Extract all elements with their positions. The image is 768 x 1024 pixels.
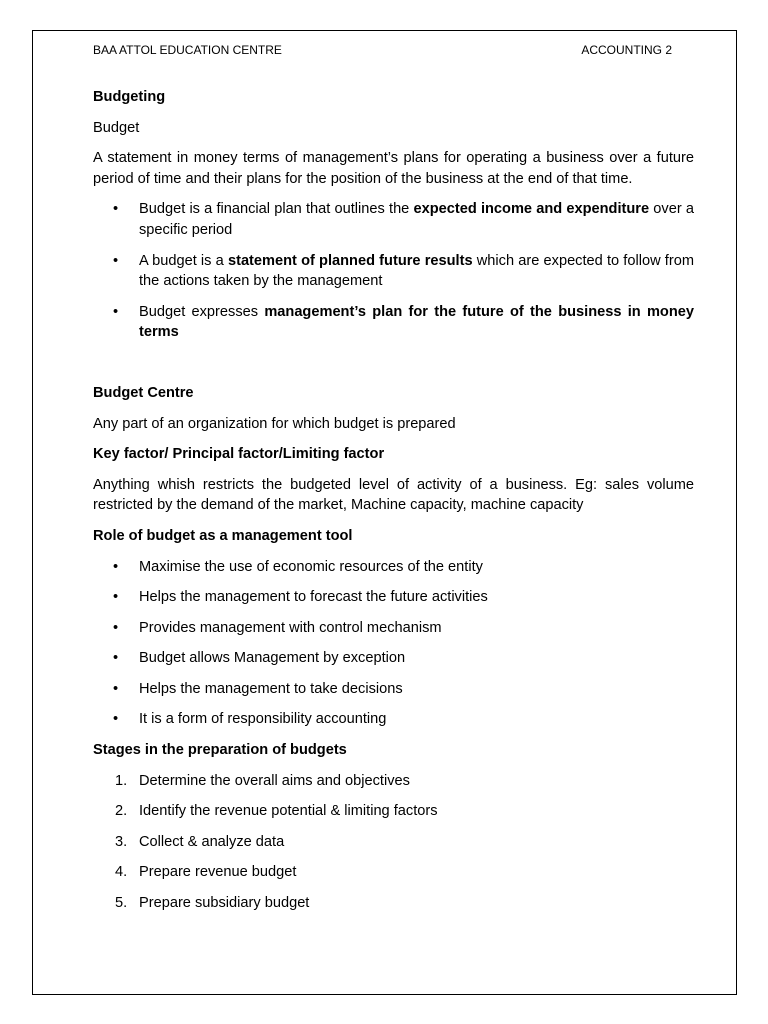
bullet-marker: • — [113, 252, 119, 269]
stages-numbered-list — [93, 771, 694, 914]
bullet-marker: • — [113, 201, 119, 218]
bullet-marker: • — [113, 589, 119, 606]
list-item: • Helps the management to forecast the future activities — [93, 587, 694, 608]
list-item: 3. Collect & analyze data — [93, 832, 694, 853]
list-item: • Provides management with control mechanism — [93, 618, 694, 639]
budget-heading: Budget — [93, 119, 140, 136]
list-item: • A budget is a statement of planned future results which are expected to follow from the actions taken by the management — [113, 252, 694, 290]
bullet-marker: • — [113, 680, 119, 697]
header-course-name: ACCOUNTING 2 — [581, 43, 672, 57]
role-bullet-list — [93, 557, 694, 731]
list-number: 2. — [115, 803, 128, 820]
budget-bullet-list — [93, 199, 694, 343]
key-factor-heading: Key factor/ Principal factor/Limiting factor — [93, 446, 385, 463]
list-item: 2. Identify the revenue potential & limiting factors — [93, 801, 694, 822]
document-content — [93, 40, 694, 914]
bullet-marker: • — [113, 711, 119, 728]
list-item: • It is a form of responsibility accounting — [93, 709, 694, 730]
list-number: 3. — [115, 833, 128, 850]
role-heading: Role of budget as a management tool — [93, 527, 353, 544]
list-item: • Helps the management to take decisions — [93, 679, 694, 700]
list-item: 5. Prepare subsidiary budget — [93, 893, 694, 914]
document-title: Budgeting — [93, 89, 166, 105]
key-factor-text: Anything whish restricts the budgeted level of activity of a business. Eg: sales volume restricted by the demand of the market, Machine capacity, machine capacity — [93, 476, 694, 514]
bullet-marker: • — [113, 303, 119, 320]
bullet-marker: • — [113, 619, 119, 636]
budget-definition: A statement in money terms of management’s plans for operating a business over a future period of time and their plans for the position of the business at the end of that time. — [93, 150, 694, 187]
page-header — [93, 40, 694, 60]
list-number: 5. — [115, 895, 128, 912]
list-item: • Maximise the use of economic resources of the entity — [93, 557, 694, 578]
list-item: • Budget is a financial plan that outlines the expected income and expenditure over a specific period — [113, 201, 694, 238]
header-school-name: BAA ATTOL EDUCATION CENTRE — [93, 43, 282, 57]
budget-centre-heading: Budget Centre — [93, 384, 194, 401]
list-item: 1. Determine the overall aims and objectives — [93, 771, 694, 792]
bullet-marker: • — [113, 558, 119, 575]
budget-centre-text: Any part of an organization for which budget is prepared — [93, 415, 456, 432]
list-item: • Budget allows Management by exception — [93, 648, 694, 669]
list-number: 1. — [115, 772, 128, 789]
list-item: • Budget expresses management’s plan for the future of the business in money terms — [113, 303, 694, 341]
stages-heading: Stages in the preparation of budgets — [93, 742, 347, 759]
list-item: 4. Prepare revenue budget — [93, 862, 694, 883]
list-number: 4. — [115, 864, 128, 881]
bullet-marker: • — [113, 650, 119, 667]
